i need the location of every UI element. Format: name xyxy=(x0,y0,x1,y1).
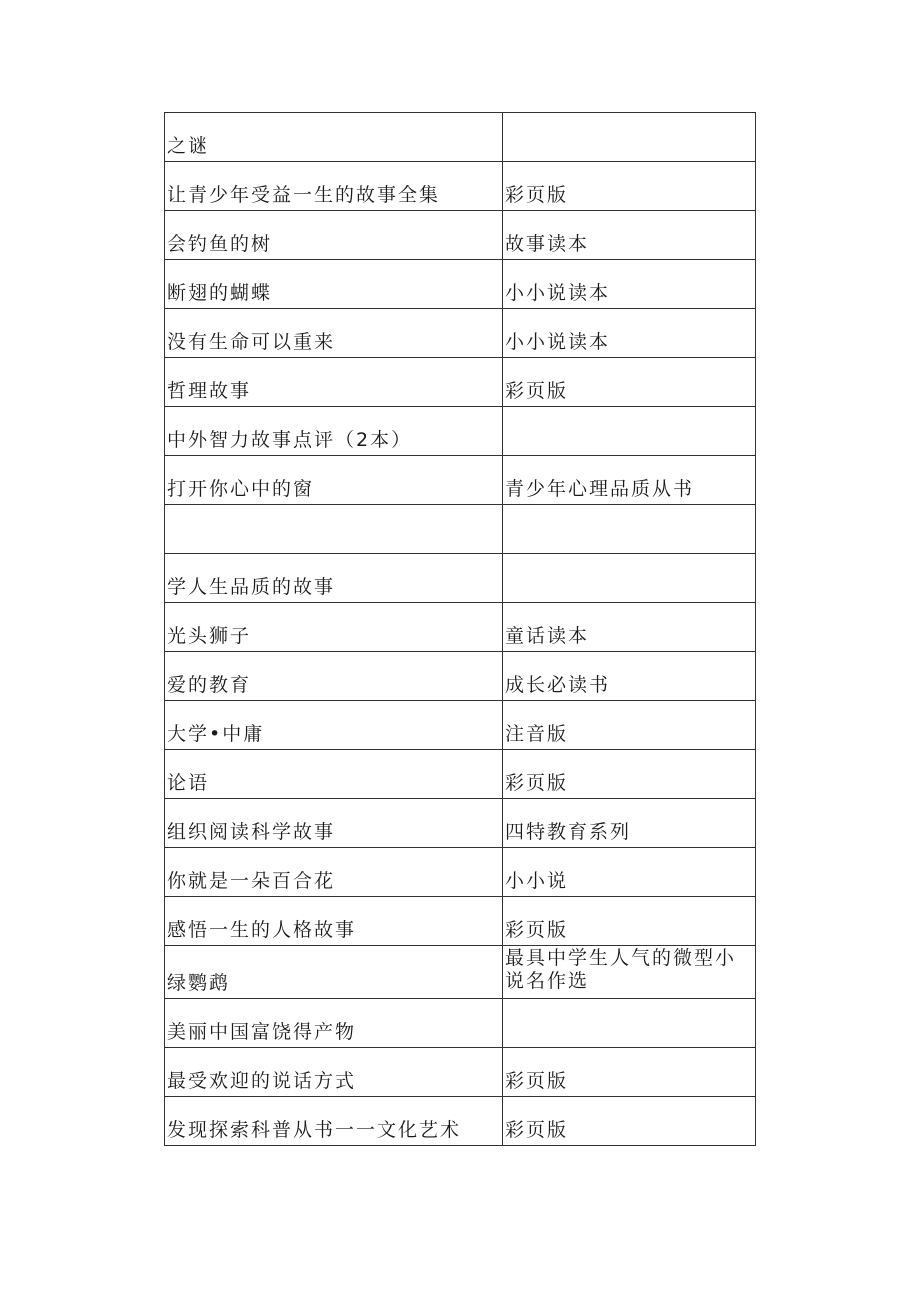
table-row xyxy=(165,1097,756,1146)
table-row xyxy=(165,554,756,603)
book-title-cell: 学人生品质的故事 xyxy=(165,554,503,603)
table-row xyxy=(165,309,756,358)
table-row xyxy=(165,750,756,799)
table-row xyxy=(165,1048,756,1097)
book-edition-cell: 成长必读书 xyxy=(503,652,756,701)
book-edition-cell xyxy=(503,407,756,456)
table-row xyxy=(165,799,756,848)
book-edition-cell xyxy=(503,999,756,1048)
book-edition-cell: 最具中学生人气的微型小说名作选 xyxy=(503,946,756,999)
book-title-cell: 发现探索科普从书一一文化艺术 xyxy=(165,1097,503,1146)
book-title-cell: 之谜 xyxy=(165,113,503,162)
book-title-cell: 大学•中庸 xyxy=(165,701,503,750)
book-title-cell: 光头狮子 xyxy=(165,603,503,652)
book-title-cell: 断翅的蝴蝶 xyxy=(165,260,503,309)
book-title-cell: 哲理故事 xyxy=(165,358,503,407)
table-row xyxy=(165,897,756,946)
table-row xyxy=(165,113,756,162)
book-edition-cell: 彩页版 xyxy=(503,897,756,946)
table-row xyxy=(165,999,756,1048)
book-title-cell: 没有生命可以重来 xyxy=(165,309,503,358)
book-edition-cell: 彩页版 xyxy=(503,162,756,211)
table-row xyxy=(165,407,756,456)
book-title-cell: 打开你心中的窗 xyxy=(165,456,503,505)
book-title-cell: 最受欢迎的说话方式 xyxy=(165,1048,503,1097)
book-title-cell: 会钓鱼的树 xyxy=(165,211,503,260)
book-title-cell: 你就是一朵百合花 xyxy=(165,848,503,897)
table-row xyxy=(165,652,756,701)
book-title-cell: 中外智力故事点评（2本） xyxy=(165,407,503,456)
table-row xyxy=(165,701,756,750)
book-title-cell: 美丽中国富饶得产物 xyxy=(165,999,503,1048)
book-edition-cell: 四特教育系列 xyxy=(503,799,756,848)
book-edition-cell: 小小说读本 xyxy=(503,309,756,358)
book-title-cell: 论语 xyxy=(165,750,503,799)
book-list-table xyxy=(164,112,756,1146)
table-row xyxy=(165,260,756,309)
table-row xyxy=(165,358,756,407)
book-edition-cell xyxy=(503,113,756,162)
table-row xyxy=(165,848,756,897)
book-edition-cell: 彩页版 xyxy=(503,1048,756,1097)
book-edition-cell: 彩页版 xyxy=(503,1097,756,1146)
book-title-cell: 感悟一生的人格故事 xyxy=(165,897,503,946)
book-edition-cell: 小小说读本 xyxy=(503,260,756,309)
book-edition-cell: 小小说 xyxy=(503,848,756,897)
table-row xyxy=(165,211,756,260)
book-edition-cell xyxy=(503,554,756,603)
book-edition-cell: 故事读本 xyxy=(503,211,756,260)
table-row xyxy=(165,456,756,505)
book-edition-cell: 童话读本 xyxy=(503,603,756,652)
book-edition-cell: 彩页版 xyxy=(503,358,756,407)
book-title-cell: 组织阅读科学故事 xyxy=(165,799,503,848)
table-row xyxy=(165,505,756,554)
book-title-cell xyxy=(165,505,503,554)
book-title-cell: 让青少年受益一生的故事全集 xyxy=(165,162,503,211)
book-edition-cell: 彩页版 xyxy=(503,750,756,799)
table-row xyxy=(165,162,756,211)
table-row xyxy=(165,946,756,999)
book-edition-cell xyxy=(503,505,756,554)
table-row xyxy=(165,603,756,652)
book-edition-cell: 青少年心理品质从书 xyxy=(503,456,756,505)
book-title-cell: 绿鹦鹉 xyxy=(165,946,503,999)
book-edition-cell: 注音版 xyxy=(503,701,756,750)
book-title-cell: 爱的教育 xyxy=(165,652,503,701)
